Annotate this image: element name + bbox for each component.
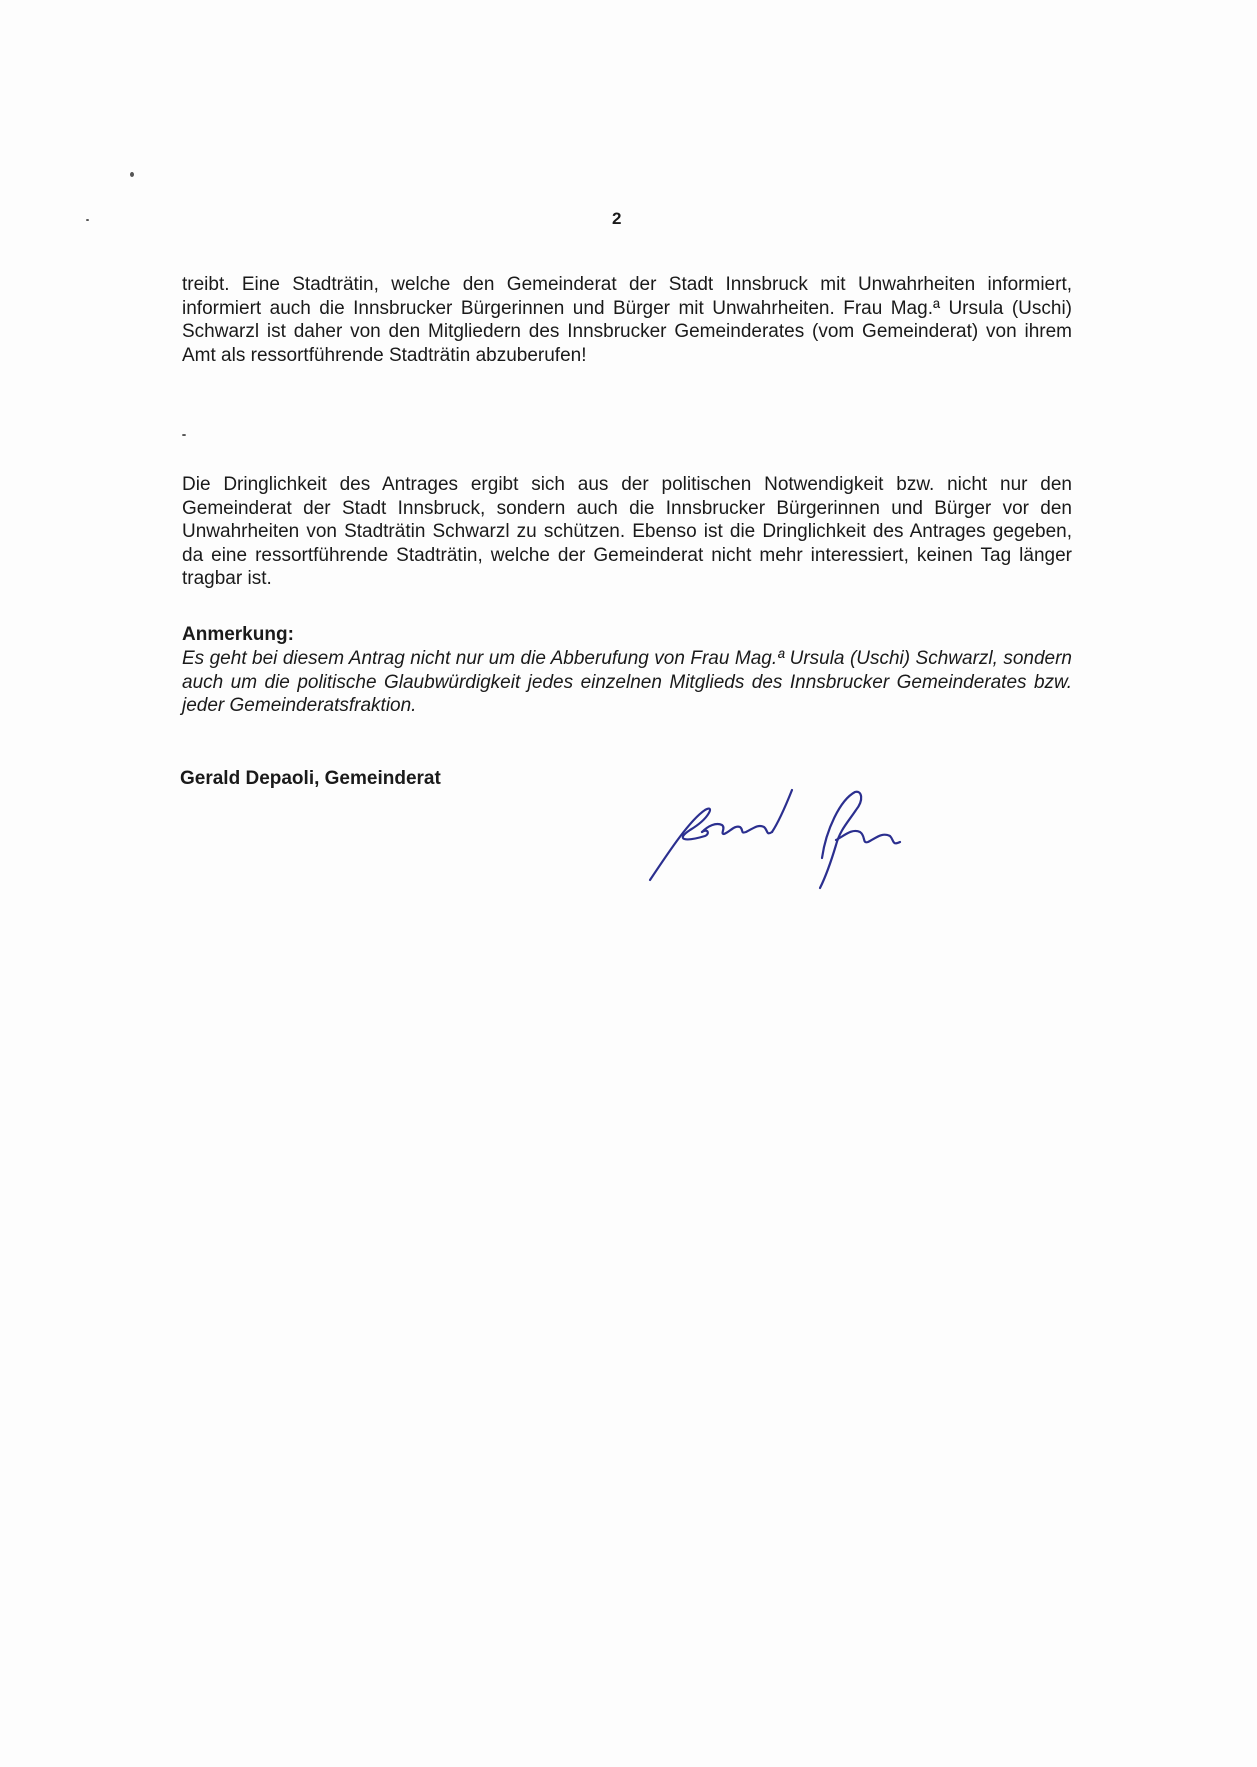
author-line: Gerald Depaoli, Gemeinderat: [180, 768, 441, 789]
signature-image: [630, 770, 950, 900]
note-heading: Anmerkung:: [182, 624, 294, 645]
scan-speck: [130, 172, 134, 177]
body-paragraph-1: treibt. Eine Stadträtin, welche den Gemeinderat der Stadt Innsbruck mit Unwahrheiten informiert, informiert auch die Innsbrucker Bürgerinnen und Bürger mit Unwahrheiten. Frau Mag.ª Ursula (Uschi) Schwarzl ist daher von den Mitgliedern des Innsbrucker Gemeinderates (vom Gemeinderat) von ihrem Amt als ressortführende Stadträtin abzuberufen!: [182, 274, 1072, 366]
page-number: 2: [612, 209, 622, 228]
body-paragraph-2: Die Dringlichkeit des Antrages ergibt sich aus der politischen Notwendigkeit bzw. nicht nur den Gemeinderat der Stadt Innsbruck, sondern auch die Innsbrucker Bürgerinnen und Bürger vor den Unwahrheiten von Stadträtin Schwarzl zu schützen. Ebenso ist die Dringlichkeit des Antrages gegeben, da eine ressortführende Stadträtin, welche der Gemeinderat nicht mehr interessiert, keinen Tag länger tragbar ist.: [182, 474, 1072, 589]
scan-speck: [86, 219, 89, 221]
scan-speck: [182, 434, 186, 436]
note-body: Es geht bei diesem Antrag nicht nur um die Abberufung von Frau Mag.ª Ursula (Uschi) Schwarzl, sondern auch um die politische Glaubwürdigkeit jedes einzelnen Mitglieds des Innsbrucker Gemeinderates bzw. jeder Gemeinderatsfraktion.: [182, 648, 1072, 716]
